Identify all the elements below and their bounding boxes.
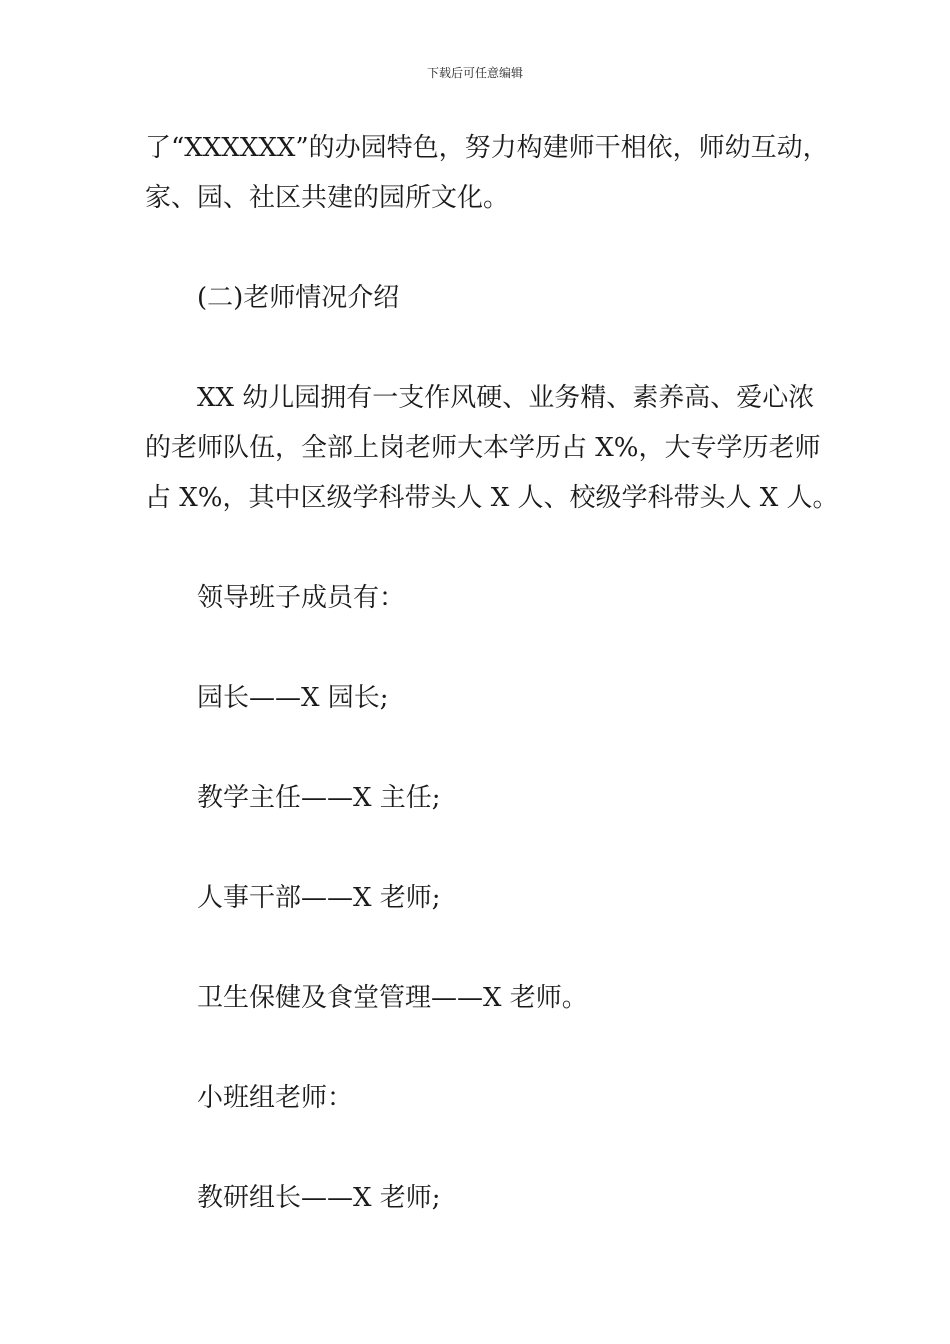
- list-item: 教学主任——X 主任;: [197, 783, 441, 813]
- list-item: 园长——X 园长;: [197, 683, 389, 713]
- paragraph-line: 了“XXXXXX”的办园特色，努力构建师干相依，师幼互动，: [145, 133, 829, 163]
- paragraph-line: 家、园、社区共建的园所文化。: [145, 183, 510, 213]
- page-header: 下载后可任意编辑: [426, 66, 523, 80]
- list-item: 卫生保健及食堂管理——X 老师。: [197, 983, 588, 1013]
- list-item: 人事干部——X 老师;: [197, 883, 441, 913]
- paragraph-line: 占 X%，其中区级学科带头人 X 人、校级学科带头人 X 人。: [145, 483, 839, 513]
- section-heading: (二)老师情况介绍: [197, 283, 400, 313]
- paragraph-line: 领导班子成员有：: [197, 583, 406, 613]
- paragraph-line: XX 幼儿园拥有一支作风硬、业务精、素养高、爱心浓: [197, 383, 815, 413]
- list-item: 教研组长——X 老师;: [197, 1183, 441, 1213]
- paragraph-line: 的老师队伍，全部上岗老师大本学历占 X%，大专学历老师: [145, 433, 821, 463]
- paragraph-line: 小班组老师：: [197, 1083, 354, 1113]
